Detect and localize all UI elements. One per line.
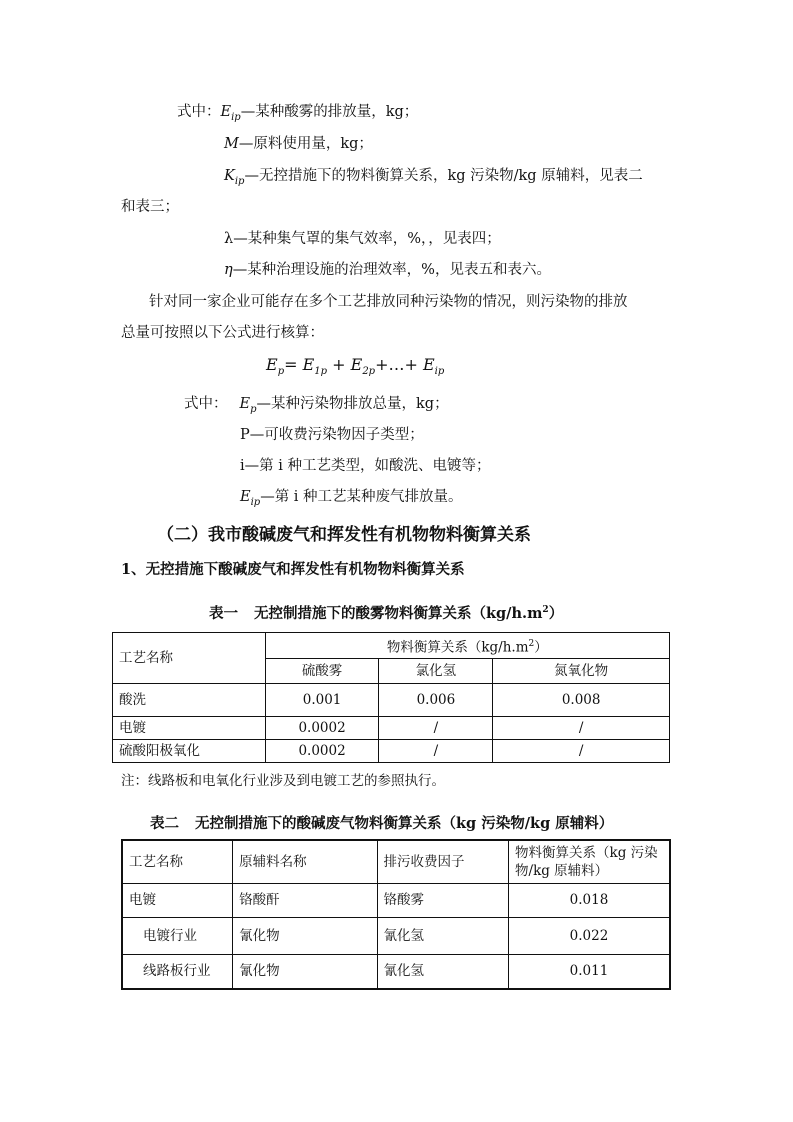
- paragraph-line-1: 针对同一家企业可能存在多个工艺排放同种污染物的情况，则污染物的排放: [149, 294, 628, 310]
- table1-cell: 0.008: [493, 684, 670, 717]
- table1-header-group-text: 物料衡算关系（kg/h.m: [386, 639, 529, 656]
- formula1-intro: 式中：: [177, 104, 221, 120]
- defs2-eip-line: [240, 487, 463, 513]
- table1-header-process: 工艺名称: [113, 633, 266, 684]
- table2-header-row: [122, 840, 670, 883]
- table2-factor: 氰化氢: [377, 917, 508, 954]
- defs2-p-line: P—可收费污染物因子类型；: [240, 427, 424, 443]
- table1-header-group-end: ）: [534, 639, 548, 656]
- table2-header-last: [509, 840, 670, 883]
- defs2-intro: 式中：: [184, 396, 228, 412]
- eip-subscript: ip: [231, 111, 241, 123]
- table1-col-header: 硫酸雾: [265, 659, 379, 684]
- formula-ep-sub: p: [277, 366, 285, 378]
- lambda-definition: —某种集气罩的集气效率，%，，见表四；: [233, 231, 501, 247]
- table2-process: 线路板行业: [122, 954, 233, 989]
- subheading: 1、无控措施下酸碱废气和挥发性有机物物料衡算关系: [121, 561, 465, 578]
- defs2-i-line: i—第 i 种工艺类型，如酸洗、电镀等；: [240, 458, 491, 474]
- table1-cell: 0.006: [379, 684, 493, 717]
- table1-row-name: 酸洗: [113, 684, 266, 717]
- table2-value: 0.011: [509, 954, 670, 989]
- sum-formula: [266, 354, 444, 383]
- table1-caption: [209, 602, 563, 623]
- table1-caption-end: ）: [548, 605, 564, 622]
- eta-definition: —某种治理设施的治理效率，%，见表五和表六。: [232, 262, 551, 278]
- table2-caption-prefix: 表二: [150, 815, 179, 832]
- table2-caption-main: 无控制措施下的酸碱废气物料衡算关系（kg 污染物/kg 原辅料）: [195, 815, 614, 832]
- formula-plus: +: [327, 355, 351, 374]
- formula-ep: E: [266, 355, 278, 374]
- m-definition: —原料使用量，kg；: [238, 136, 373, 152]
- table1-row-name: 电镀: [113, 717, 266, 740]
- table2-header: 工艺名称: [122, 840, 233, 883]
- eip2-symbol: E: [240, 489, 251, 505]
- formula-ei: E: [422, 355, 435, 374]
- table1-cell: 0.0002: [265, 740, 379, 763]
- table2-value: 0.018: [509, 883, 670, 917]
- formula-ei-sub: ip: [434, 366, 445, 378]
- table1: [112, 632, 670, 763]
- table1-cell: /: [493, 717, 670, 740]
- table1-caption-sup: 2: [542, 605, 549, 616]
- table2-process: 电镀行业: [122, 917, 233, 954]
- eip-definition: —某种酸雾的排放量，kg；: [240, 104, 419, 120]
- table1-caption-prefix: 表一: [209, 605, 238, 622]
- formula1-kip-continuation: 和表三；: [121, 199, 179, 215]
- table2-factor: 铬酸雾: [377, 883, 508, 917]
- formula1-eta-line: [224, 260, 551, 280]
- lambda-symbol: λ: [224, 231, 234, 247]
- ep-definition: —某种污染物排放总量，kg；: [256, 396, 449, 412]
- eip2-subscript: ip: [250, 496, 261, 508]
- table1-cell: 0.0002: [265, 717, 379, 740]
- eip-symbol: E: [220, 104, 232, 120]
- formula1-eip-line: [177, 102, 418, 128]
- kip-definition: —无控措施下的物料衡算关系，kg 污染物/kg 原辅料，见表二: [244, 168, 643, 184]
- table2-value: 0.022: [509, 917, 670, 954]
- table-row: [113, 740, 670, 763]
- eta-symbol: η: [224, 262, 233, 278]
- table2-material: 氰化物: [233, 954, 377, 989]
- formula1-lambda-line: [224, 229, 501, 249]
- defs2-ep-line: [184, 394, 449, 420]
- formula1-m-line: [224, 134, 373, 154]
- table1-header-row: [113, 633, 670, 659]
- table2-material: 氰化物: [233, 917, 377, 954]
- kip-subscript: ip: [234, 175, 245, 187]
- table1-cell: /: [379, 740, 493, 763]
- formula-e2: E: [350, 355, 363, 374]
- m-symbol: M: [224, 136, 239, 152]
- ep-symbol: E: [239, 396, 251, 412]
- table1-note: 注：线路板和电氧化行业涉及到电镀工艺的参照执行。: [121, 773, 445, 789]
- table1-col-header: 氮氧化物: [493, 659, 670, 684]
- paragraph-line-2: 总量可按照以下公式进行核算：: [121, 325, 324, 341]
- table2-caption: [150, 812, 613, 833]
- table1-header-group-sup: 2: [528, 638, 535, 649]
- kip-symbol: K: [224, 168, 235, 184]
- table2-header-last-line1: 物料衡算关系（kg 污染: [515, 844, 658, 861]
- table2-factor: 氰化氢: [377, 954, 508, 989]
- table2-header: 排污收费因子: [377, 840, 508, 883]
- table1-caption-main: 无控制措施下的酸雾物料衡算关系（kg/h.m: [254, 605, 543, 622]
- table2-header: 原辅料名称: [233, 840, 377, 883]
- table1-col-header: 氯化氢: [379, 659, 493, 684]
- table-row: [113, 684, 670, 717]
- formula-e1-sub: 1p: [314, 366, 328, 378]
- table1-cell: 0.001: [265, 684, 379, 717]
- table-row: [113, 717, 670, 740]
- eip2-definition: —第 i 种工艺某种废气排放量。: [260, 489, 463, 505]
- table1-cell: /: [493, 740, 670, 763]
- table1-row-name: 硫酸阳极氧化: [113, 740, 266, 763]
- table2: [121, 839, 671, 990]
- formula1-kip-line: [224, 166, 643, 192]
- ep-subscript: p: [250, 403, 257, 415]
- formula-dots: +…+: [375, 355, 423, 374]
- formula-e2-sub: 2p: [362, 366, 376, 378]
- table-row: [122, 917, 670, 954]
- section-heading: （二）我市酸碱废气和挥发性有机物物料衡算关系: [157, 525, 531, 545]
- table1-header-group: [265, 633, 669, 659]
- table2-material: 铬酸酐: [233, 883, 377, 917]
- table2-header-last-line2: 物/kg 原辅料）: [515, 862, 609, 879]
- formula-equals: =: [284, 355, 303, 374]
- table1-cell: /: [379, 717, 493, 740]
- table-row: [122, 883, 670, 917]
- table-row: [122, 954, 670, 989]
- formula-e1: E: [302, 355, 315, 374]
- table2-process: 电镀: [122, 883, 233, 917]
